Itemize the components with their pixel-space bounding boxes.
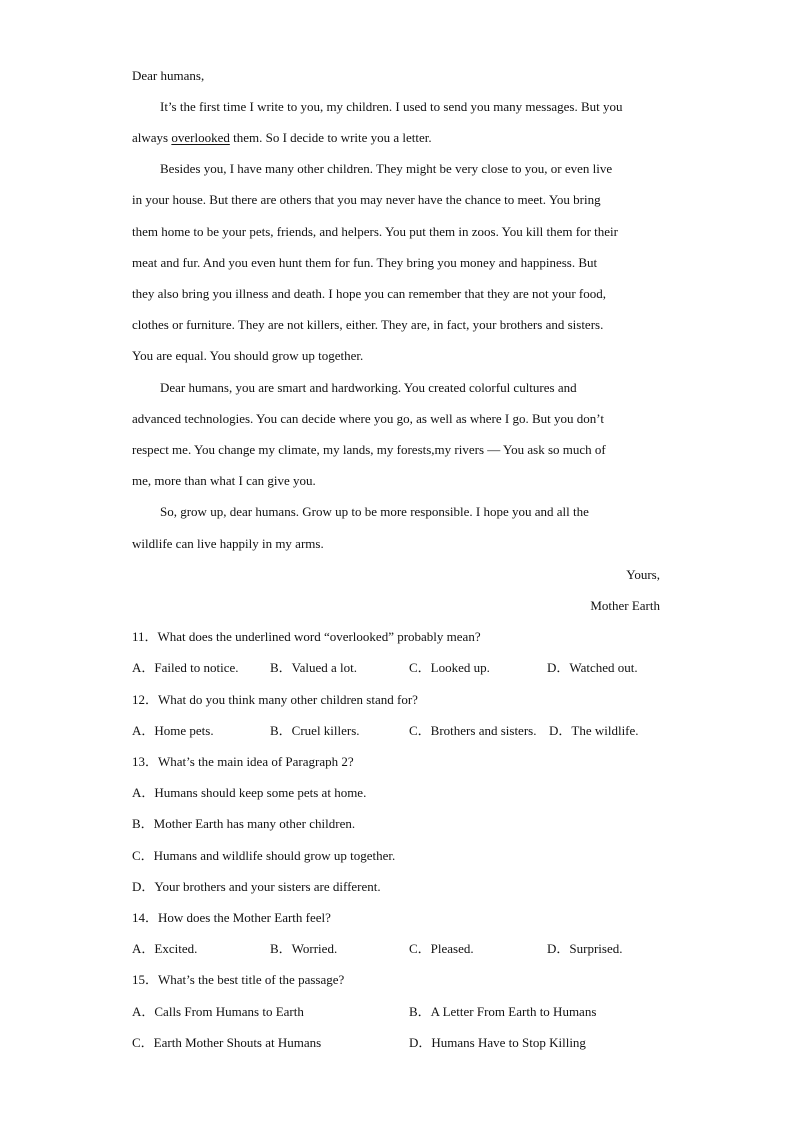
answer-option: D．Your brothers and your sisters are different. (132, 879, 381, 894)
answer-option: B．Valued a lot. (270, 660, 358, 675)
answer-option: C．Earth Mother Shouts at Humans (132, 1035, 322, 1050)
letter-line: Dear humans, you are smart and hardworking. You created colorful cultures and (160, 380, 577, 395)
question-stem: 12．What do you think many other children stand for? (132, 692, 418, 707)
answer-option: D．Surprised. (547, 941, 623, 956)
letter-line: clothes or furniture. They are not killers, either. They are, in fact, your brothers and sisters. (132, 317, 604, 332)
answer-option: C．Brothers and sisters. (409, 723, 537, 738)
answer-option: A．Excited. (132, 941, 198, 956)
answer-option: A．Home pets. (132, 723, 214, 738)
answer-option: B．A Letter From Earth to Humans (409, 1004, 597, 1019)
answer-option: D．Humans Have to Stop Killing (409, 1035, 586, 1050)
question-stem: 15．What’s the best title of the passage? (132, 972, 345, 987)
answer-option: A．Humans should keep some pets at home. (132, 785, 367, 800)
letter-line: It’s the first time I write to you, my children. I used to send you many messages. But you (160, 99, 623, 114)
letter-line: advanced technologies. You can decide where you go, as well as where I go. But you don’t (132, 411, 604, 426)
answer-option: C．Pleased. (409, 941, 474, 956)
answer-option: B．Mother Earth has many other children. (132, 816, 356, 831)
answer-option: D．Watched out. (547, 660, 638, 675)
answer-option: A．Calls From Humans to Earth (132, 1004, 304, 1019)
letter-line (132, 129, 432, 147)
question-stem: 11．What does the underlined word “overlooked” probably mean? (132, 629, 481, 644)
letter-line: You are equal. You should grow up together. (132, 348, 364, 363)
underlined-word: overlooked (171, 130, 230, 145)
letter-line: they also bring you illness and death. I hope you can remember that they are not your food, (132, 286, 607, 301)
question-stem: 13．What’s the main idea of Paragraph 2? (132, 754, 354, 769)
text-fragment: them. So I decide to write you a letter. (229, 130, 432, 145)
letter-line: meat and fur. And you even hunt them for fun. They bring you money and happiness. But (132, 255, 598, 270)
answer-option: B．Worried. (270, 941, 338, 956)
question-stem: 14．How does the Mother Earth feel? (132, 910, 331, 925)
answer-option: D．The wildlife. (549, 723, 639, 738)
letter-line: wildlife can live happily in my arms. (132, 536, 324, 551)
answer-option: C．Looked up. (409, 660, 490, 675)
text-fragment: always (132, 130, 172, 145)
letter-line: them home to be your pets, friends, and helpers. You put them in zoos. You kill them for their (132, 224, 619, 239)
letter-line: me, more than what I can give you. (132, 473, 316, 488)
letter-salutation: Dear humans, (132, 68, 205, 83)
letter-line: in your house. But there are others that you may never have the chance to meet. You bring (132, 192, 601, 207)
letter-closing: Yours, (626, 567, 660, 582)
letter-line: respect me. You change my climate, my lands, my forests,my rivers — You ask so much of (132, 442, 606, 457)
letter-line: So, grow up, dear humans. Grow up to be more responsible. I hope you and all the (160, 504, 589, 519)
answer-option: C．Humans and wildlife should grow up together. (132, 848, 396, 863)
answer-option: A．Failed to notice. (132, 660, 239, 675)
answer-option: B．Cruel killers. (270, 723, 360, 738)
letter-signature: Mother Earth (590, 598, 660, 613)
letter-line: Besides you, I have many other children. They might be very close to you, or even live (160, 161, 613, 176)
